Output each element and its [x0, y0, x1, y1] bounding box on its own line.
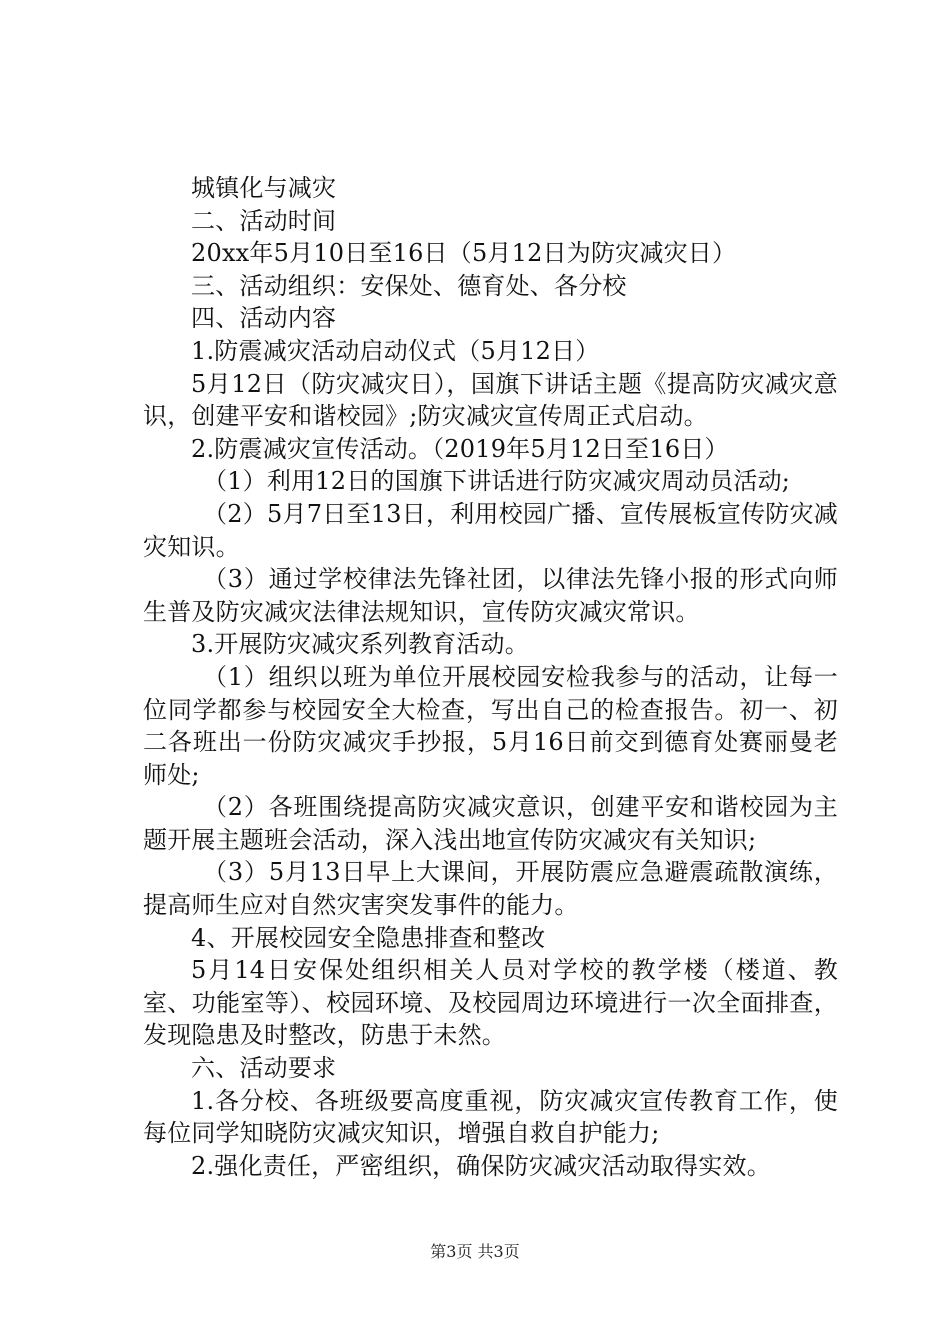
paragraph: 4、开展校园安全隐患排查和整改: [191, 923, 546, 952]
paragraph: 20xx年5月10日至16日（5月12日为防灾减灾日）: [191, 239, 737, 268]
paragraph: 5月12日（防灾减灾日），国旗下讲话主题《提高防灾减灾意识，创建平安和谐校园》;防灾减灾宣传周正式启动。: [143, 369, 838, 431]
section-heading: 四、活动内容: [191, 304, 337, 333]
paragraph: 2.强化责任，严密组织，确保防灾减灾活动取得实效。: [191, 1151, 771, 1180]
paragraph: （3）通过学校律法先锋社团，以律法先锋小报的形式向师生普及防灾减灾法律法规知识，宣传防灾减灾常识。: [143, 565, 838, 626]
paragraph: 城镇化与减灾: [191, 174, 337, 202]
section-heading: 二、活动时间: [191, 206, 337, 235]
paragraph: 1.各分校、各班级要高度重视，防灾减灾宣传教育工作，使每位同学知晓防灾减灾知识，增强自救自护能力;: [143, 1086, 838, 1148]
document-body: [143, 172, 838, 1182]
paragraph: 5月14日安保处组织相关人员对学校的教学楼（楼道、教室、功能室等）、校园环境、及校园周边环境进行一次全面排查，发现隐患及时整改，防患于未然。: [143, 956, 838, 1050]
section-heading: 六、活动要求: [191, 1054, 337, 1083]
paragraph: 1.防震减灾活动启动仪式（5月12日）: [191, 336, 600, 365]
paragraph: （1）利用12日的国旗下讲话进行防灾减灾周动员活动;: [203, 467, 791, 496]
paragraph: （2）5月7日至13日，利用校园广播、宣传展板宣传防灾减灾知识。: [143, 499, 838, 561]
paragraph: 3.开展防灾减灾系列教育活动。: [191, 630, 529, 659]
paragraph: （1）组织以班为单位开展校园安检我参与的活动，让每一位同学都参与校园安全大检查，写出自己的检查报告。初一、初二各班出一份防灾减灾手抄报，5月16日前交到德育处赛丽曼老师处;: [143, 662, 838, 789]
page-footer: [0, 1242, 950, 1262]
paragraph: （3）5月13日早上大课间，开展防震应急避震疏散演练，提高师生应对自然灾害突发事件的能力。: [143, 858, 838, 920]
page-number-label: 第3页 共3页: [430, 1242, 520, 1261]
paragraph: （2）各班围绕提高防灾减灾意识，创建平安和谐校园为主题开展主题班会活动，深入浅出地宣传防灾减灾有关知识;: [143, 793, 838, 854]
paragraph: 2.防震减灾宣传活动。（2019年5月12日至16日）: [191, 434, 729, 463]
section-heading: 三、活动组织：安保处、德育处、各分校: [191, 271, 627, 300]
